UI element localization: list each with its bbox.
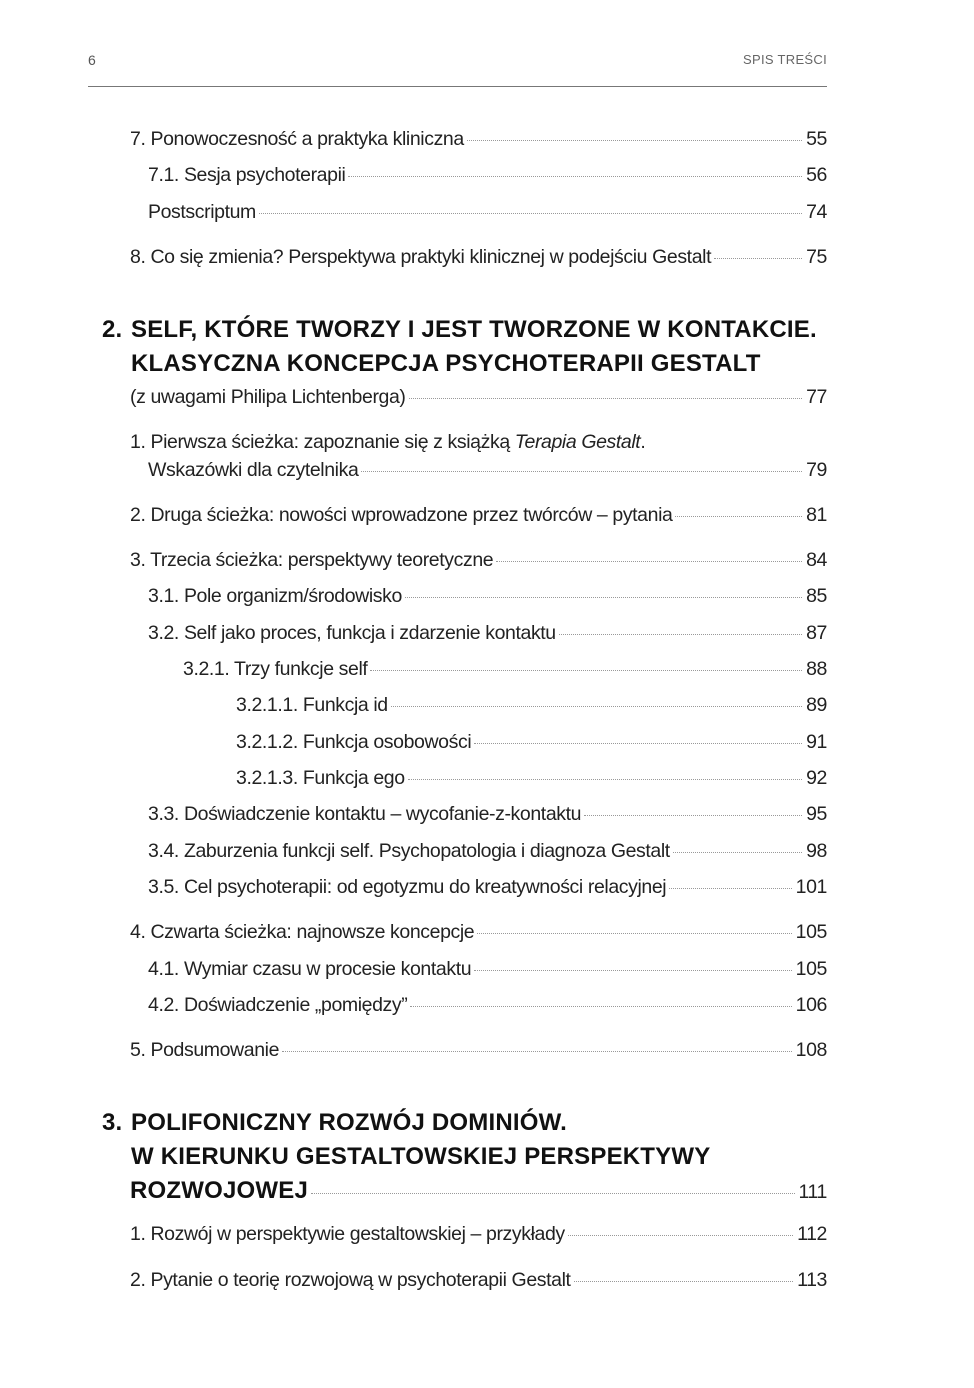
running-title: SPIS TREŚCI — [743, 52, 827, 67]
toc-entry[interactable]: 4. Czwarta ścieżka: najnowsze koncepcje 105 — [130, 921, 827, 943]
toc-entry[interactable]: 7. Ponowoczesność a praktyka kliniczna 55 — [130, 128, 827, 150]
page-number: 6 — [88, 52, 96, 68]
page-ref: 74 — [806, 201, 827, 223]
page-ref: 106 — [795, 994, 827, 1016]
dot-leader — [496, 561, 802, 562]
page-ref: 88 — [806, 658, 827, 680]
toc-entry[interactable]: 7.1. Sesja psychoterapii 56 — [148, 164, 827, 186]
toc-entry[interactable]: 3.4. Zaburzenia funkcji self. Psychopatologia i diagnoza Gestalt 98 — [148, 840, 827, 862]
toc-entry[interactable]: Postscriptum 74 — [148, 201, 827, 223]
page-ref: 77 — [806, 386, 827, 408]
page-ref: 95 — [806, 803, 827, 825]
dot-leader — [568, 1235, 793, 1236]
dot-leader — [714, 258, 802, 259]
page-header — [88, 52, 827, 72]
page-ref: 81 — [806, 504, 827, 526]
dot-leader — [391, 706, 802, 707]
page-ref: 98 — [806, 840, 827, 862]
toc-entry[interactable]: 3.2. Self jako proces, funkcja i zdarzenie kontaktu 87 — [148, 622, 827, 644]
toc-entry[interactable]: 2. Pytanie o teorię rozwojową w psychoterapii Gestalt 113 — [130, 1269, 827, 1291]
chapter-heading[interactable]: 2. SELF, KTÓRE TWORZY I JEST TWORZONE W KONTAKCIE. KLASYCZNA KONCEPCJA PSYCHOTERAPII GESTALT — [102, 316, 817, 377]
toc-entry[interactable]: 3.2.1. Trzy funkcje self 88 — [183, 658, 827, 680]
page-ref: 108 — [795, 1039, 827, 1061]
dot-leader — [675, 516, 802, 517]
toc-entry[interactable]: 1. Rozwój w perspektywie gestaltowskiej – przykłady 112 — [130, 1223, 827, 1245]
dot-leader — [673, 852, 802, 853]
toc-entry[interactable]: 8. Co się zmienia? Perspektywa praktyki klinicznej w podejściu Gestalt 75 — [130, 246, 827, 268]
dot-leader — [405, 597, 802, 598]
page-ref: 75 — [806, 246, 827, 268]
toc-entry[interactable]: 3.2.1.2. Funkcja osobowości 91 — [236, 731, 827, 753]
page-ref: 91 — [806, 731, 827, 753]
dot-leader — [574, 1281, 794, 1282]
dot-leader — [409, 398, 803, 399]
chapter-heading[interactable]: 3. POLIFONICZNY ROZWÓJ DOMINIÓW. W KIERUNKU GESTALTOWSKIEJ PERSPEKTYWY — [102, 1109, 711, 1170]
toc-entry[interactable]: 3.2.1.1. Funkcja id 89 — [236, 694, 827, 716]
dot-leader — [259, 213, 802, 214]
dot-leader — [408, 779, 802, 780]
page-ref: 112 — [797, 1223, 827, 1245]
page-ref: 105 — [795, 958, 827, 980]
dot-leader — [474, 970, 792, 971]
dot-leader — [410, 1006, 791, 1007]
page-ref: 92 — [806, 767, 827, 789]
page-ref: 101 — [795, 876, 827, 898]
chapter-subtitle-entry[interactable]: (z uwagami Philipa Lichtenberga) 77 — [130, 386, 827, 408]
dot-leader — [669, 888, 791, 889]
toc-entry[interactable]: 4.1. Wymiar czasu w procesie kontaktu 105 — [148, 958, 827, 980]
toc-entry-line1[interactable]: 1. Pierwsza ścieżka: zapoznanie się z książką Terapia Gestalt. — [130, 431, 646, 453]
toc-entry[interactable]: 3. Trzecia ścieżka: perspektywy teoretyczne 84 — [130, 549, 827, 571]
dot-leader — [370, 670, 802, 671]
page-ref: 79 — [806, 459, 827, 481]
toc-entry[interactable]: Wskazówki dla czytelnika 79 — [148, 459, 827, 481]
dot-leader — [467, 140, 802, 141]
dot-leader — [361, 471, 802, 472]
page-ref: 87 — [806, 622, 827, 644]
toc-entry[interactable]: 3.3. Doświadczenie kontaktu – wycofanie-z-kontaktu 95 — [148, 803, 827, 825]
toc-entry[interactable]: 4.2. Doświadczenie „pomiędzy” 106 — [148, 994, 827, 1016]
toc-entry[interactable]: 2. Druga ścieżka: nowości wprowadzone przez twórców – pytania 81 — [130, 504, 827, 526]
toc-entry[interactable]: 3.2.1.3. Funkcja ego 92 — [236, 767, 827, 789]
dot-leader — [348, 176, 802, 177]
dot-leader — [311, 1193, 795, 1194]
chapter-heading-final-line[interactable]: ROZWOJOWEJ 111 — [130, 1174, 827, 1209]
page-ref: 85 — [806, 585, 827, 607]
page-ref: 113 — [797, 1269, 827, 1291]
toc-entry[interactable]: 3.5. Cel psychoterapii: od egotyzmu do kreatywności relacyjnej 101 — [148, 876, 827, 898]
page-ref: 84 — [806, 549, 827, 571]
dot-leader — [282, 1051, 792, 1052]
dot-leader — [477, 933, 791, 934]
toc-entry[interactable]: 3.1. Pole organizm/środowisko 85 — [148, 585, 827, 607]
toc-entry[interactable]: 5. Podsumowanie 108 — [130, 1039, 827, 1061]
header-rule — [88, 86, 827, 87]
dot-leader — [559, 634, 802, 635]
dot-leader — [584, 815, 802, 816]
dot-leader — [474, 743, 802, 744]
page-ref: 111 — [798, 1181, 827, 1203]
page-ref: 89 — [806, 694, 827, 716]
page-ref: 105 — [795, 921, 827, 943]
page-ref: 56 — [806, 164, 827, 186]
page-ref: 55 — [806, 128, 827, 150]
